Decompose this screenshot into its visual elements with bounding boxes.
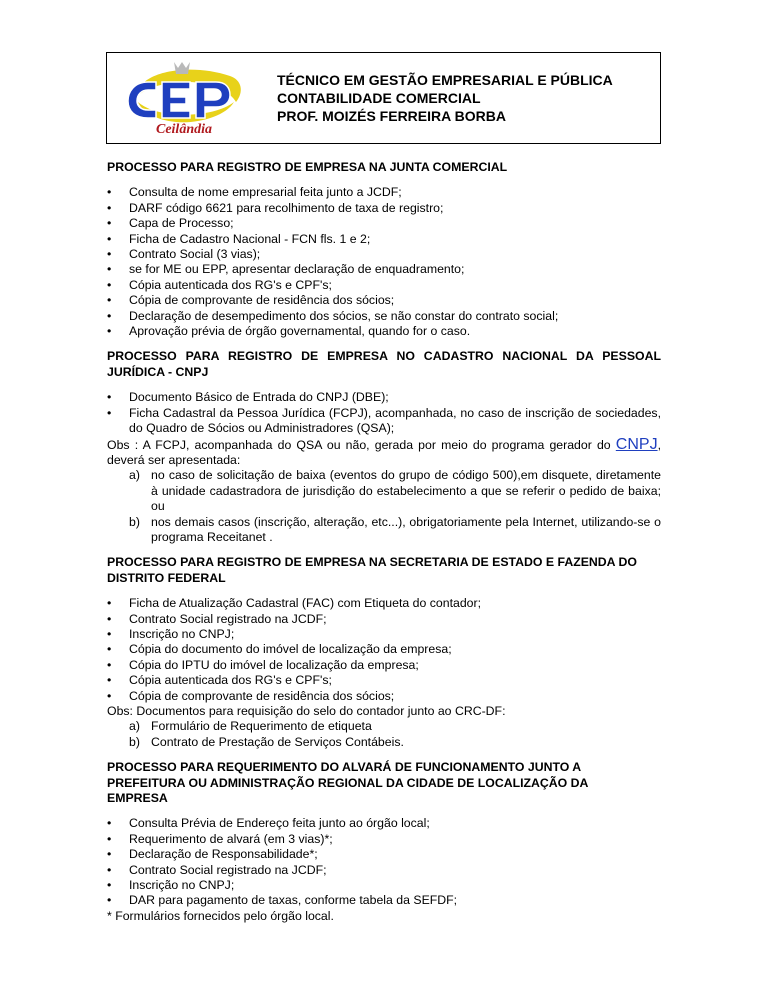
section2-title: PROCESSO PARA REGISTRO DE EMPRESA NO CADASTRO NACIONAL DA PESSOAL JURÍDICA - CNPJ [107,349,661,379]
list-item: • Contrato Social (3 vias); [107,247,661,262]
list-item: • Aprovação prévia de órgão governamental, quando for o caso. [107,324,661,339]
list-item: • DAR para pagamento de taxas, conforme tabela da SEFDF; [107,893,661,908]
list-item: • se for ME ou EPP, apresentar declaração de enquadramento; [107,262,661,277]
logo-subtitle: Ceilândia [155,122,213,137]
list-item: • Documento Básico de Entrada do CNPJ (DBE); [107,390,661,405]
section1-title: PROCESSO PARA REGISTRO DE EMPRESA NA JUNTA COMERCIAL [107,160,508,174]
list-item: • Inscrição no CNPJ; [107,627,661,642]
section4-footnote: * Formulários fornecidos pelo órgão local. [107,908,334,923]
list-item: • Consulta Prévia de Endereço feita junto ao órgão local; [107,816,661,831]
section2-obs: Obs : A FCPJ, acompanhada do QSA ou não, gerada por meio do programa gerador do CNPJ, deverá ser apresentada: [107,435,661,467]
list-item: • Contrato Social registrado na JCDF; [107,612,661,627]
list-item: • Cópia autenticada dos RG's e CPF's; [107,673,661,688]
list-item: • Cópia do documento do imóvel de localização da empresa; [107,642,661,657]
section3-title: PROCESSO PARA REGISTRO DE EMPRESA NA SECRETARIA DE ESTADO E FAZENDA DO DISTRITO FEDERAL [107,555,637,585]
section2-sub-a: a) no caso de solicitação de baixa (eventos do grupo de código 500),em disquete, diretamente à unidade cadastradora de jurisdição do estabelecimento a que se referir o pedido de baixa; ou [129,468,661,514]
list-item: • Cópia do IPTU do imóvel de localização da empresa; [107,658,661,673]
list-item: • Declaração de Responsabilidade*; [107,847,661,862]
list-item: • Ficha Cadastral da Pessoa Jurídica (FCPJ), acompanhada, no caso de inscrição de sociedades, do Quadro de Sócios ou Administradores (QSA); [107,406,661,437]
subject-title: CONTABILIDADE COMERCIAL [277,90,481,106]
section2-sub-b: b) nos demais casos (inscrição, alteração, etc...), obrigatoriamente pela Internet, utilizando-se o programa Receitanet . [129,514,661,544]
teacher-name: PROF. MOIZÉS FERREIRA BORBA [277,108,506,124]
section3-obs: Obs: Documentos para requisição do selo do contador junto ao CRC-DF: [107,704,506,718]
cep-logo [118,58,248,138]
section2-list [107,390,661,436]
section4-title: PROCESSO PARA REQUERIMENTO DO ALVARÁ DE FUNCIONAMENTO JUNTO A PREFEITURA OU ADMINISTRAÇÃO REGIONAL DA CIDADE DE LOCALIZAÇÃO DA EMPRESA [107,760,589,806]
section3-list [107,596,661,704]
course-title: TÉCNICO EM GESTÃO EMPRESARIAL E PÚBLICA [277,72,613,88]
document-body [107,160,661,924]
list-item: • Inscrição no CNPJ; [107,878,661,893]
section1-list [107,185,661,339]
list-item: • Declaração de desempedimento dos sócios, se não constar do contrato social; [107,309,661,324]
section4-list [107,816,661,908]
list-item: • Requerimento de alvará (em 3 vias)*; [107,832,661,847]
header-title-block [277,71,613,125]
list-item: • DARF código 6621 para recolhimento de taxa de registro; [107,201,661,216]
list-item: • Contrato Social registrado na JCDF; [107,863,661,878]
list-item: • Ficha de Cadastro Nacional - FCN fls. 1 e 2; [107,232,661,247]
list-item: • Ficha de Atualização Cadastral (FAC) com Etiqueta do contador; [107,596,661,611]
list-item: • Capa de Processo; [107,216,661,231]
cnpj-link[interactable]: CNPJ [615,435,658,453]
section3-sub-a: a) Formulário de Requerimento de etiqueta [129,719,372,734]
section3-sub-b: b) Contrato de Prestação de Serviços Contábeis. [129,734,404,749]
list-item: • Cópia de comprovante de residência dos sócios; [107,689,661,704]
list-item: • Cópia de comprovante de residência dos sócios; [107,293,661,308]
list-item: • Consulta de nome empresarial feita junto a JCDF; [107,185,661,200]
list-item: • Cópia autenticada dos RG's e CPF's; [107,278,661,293]
